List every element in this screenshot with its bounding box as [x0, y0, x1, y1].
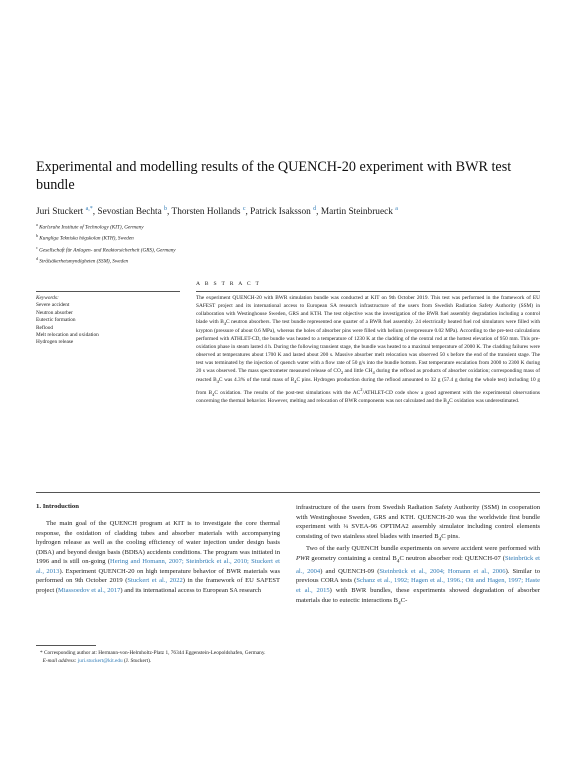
footnote-email: E-mail address: juri.stuckert@kit.edu (J. Stuckert).	[42, 658, 152, 664]
affiliation: $^c$ Gesellschaft für Anlagen- und Reaktorsicherheit (GRS), Germany	[36, 244, 176, 254]
footnote-corresponding: * Corresponding author at: Hermann-von-Helmholtz-Platz 1, 76344 Eggenstein-Leopoldshafen, Germany.	[40, 650, 266, 656]
citation-link[interactable]: Stuckert et al., 2022	[127, 577, 183, 585]
author-name: Sevostian Bechta	[97, 207, 162, 218]
author-affil-marker[interactable]: d	[313, 206, 317, 212]
citation-link[interactable]: Steinbrück et al., 2004	[296, 555, 540, 575]
body-column-right	[296, 503, 540, 608]
affiliation: $^d$ Strålsäkerhetsmyndigheten (SSM), Sweden	[36, 256, 129, 266]
abstract-text: The experiment QUENCH-20 with BWR simulation bundle was conducted at KIT on 9th October 2019. This test was performed in the framework of EU SAFEST project and its international access to European SA research infrastructure of the users from Swedish Radiation Safety Authority (SSM) in collaboration with Westinghouse Sweden, GRS and KTH. The test objective was the investigation of the BWR fuel assembly degradation including a control blade with $B_4C$ neutron absorbers. The test bundle represented one quarter of a BWR fuel assembly. 24 electrically heated fuel rod simulators were filled with krypton (pressure of about 0.6 MPa), whereas the holes of absorber pins were filled with helium (overpressure 0.02 MPa). According to the pre-test calculations performed with ATHLET-CD, the bundle was heated to a temperature of 1230 K at the cladding of the central rod at the hottest elevation of 950 mm. This pre-oxidation phase in steam lasted 4 h. During the following transient stage, the bundle was heated to a maximal temperature of 2000 K. The cladding failures were observed at temperatures about 1700 K and lasted about 200 s. Massive absorber melt relocation was observed 50 s before the end of the transient stage. The test was terminated by the injection of quench water with a flow rate of 50 g/s into the bundle bottom. Fast temperature escalation from 2000 to 2300 K during 20 s was observed. The mass spectrometer measured release of $CO_2$ and little $CH_4$ during the reflood as products of absorber oxidation; corresponding mass of reacted $B_4C$ was 4.3% of the total mass of $B_4C$ pins. Hydrogen production during the reflood amounted to 32 g (57.4 g during the whole test) including 10 g from $B_4C$ oxidation. The results of the post-test simulations with the $AC^2/ATHLET-CD$ code show a good agreement with the experimental observations concerning the thermal behavior. However, melting and relocation of BWR components was not calculated and the $B_4C$ oxidation was underestimated.	[196, 295, 541, 406]
author-name: Patrick Isaksson	[250, 207, 311, 218]
keyword: Neutron absorber	[36, 309, 73, 316]
keyword: Reflood	[36, 324, 54, 331]
author-affil-marker[interactable]: c	[242, 206, 246, 212]
affiliations	[36, 221, 436, 267]
affiliation: $^b$ Kungliga Tekniska högskolan (KTH), Sweden	[36, 233, 134, 243]
keyword: Melt relocation and oxidation	[36, 332, 99, 339]
affiliation: $^a$ Karlsruhe Institute of Technology (KIT), Germany	[36, 222, 144, 231]
citation-link[interactable]: Hering and Homann, 2007; Steinbrück et al., 2010; Stuckert et al., 2013	[36, 558, 280, 575]
paper-title: Experimental and modelling results of the QUENCH-20 experiment with BWR test bundle	[36, 159, 512, 193]
author-name: Martin Steinbrueck	[320, 207, 393, 218]
keywords-block	[36, 295, 186, 347]
author-affil-marker[interactable]: a,*	[85, 206, 93, 212]
author-name: Juri Stuckert	[36, 207, 84, 218]
author-affil-marker[interactable]: a	[395, 206, 398, 212]
paragraph: Two of the early QUENCH bundle experiments on severe accident were performed with PWR geometry containing a central $B_4C$ neutron absorber rod: QUENCH-07 (Steinbrück et al., 2004) and QUENCH-09 (Steinbrück et al., 2004; Homann et al., 2006). Similar to previous CORA tests (Schanz et al., 1992; Hagen et al., 1996.; Ott and Hagen, 1997; Haste et al., 2015) with BWR bundles, these experiments showed degradation of absorber materials due to eutectic interactions $B_4C-$	[296, 545, 541, 606]
paragraph: infrastructure of the users from Swedish Radiation Safety Authority (SSM) in cooperation with Westinghouse Sweden, GRS and KTH. QUENCH-20 was the worldwide first bundle experiment with ¼ SVEA-96 OPTIMA2 assembly simulator including control elements consisting of two stainless steel blades with inserted $B_4C$ pins.	[296, 504, 540, 542]
author-affil-marker[interactable]: b	[164, 206, 168, 212]
section-heading: 1. Introduction	[36, 503, 79, 510]
divider	[196, 291, 540, 292]
citation-link[interactable]: Steinbrück et al., 2004; Homann et al., 2006	[379, 567, 506, 575]
keyword: Severe accident	[36, 302, 70, 309]
email-link[interactable]: juri.stuckert@kit.edu	[77, 658, 123, 664]
footnote-divider	[36, 645, 96, 646]
citation-link[interactable]: Schanz et al., 1992; Hagen et al., 1996.; Ott and Hagen, 1997; Haste et al., 2015	[296, 577, 541, 594]
keyword: Hydrogen release	[36, 339, 74, 346]
citation-link[interactable]: Miassoedov et al., 2017	[58, 586, 121, 594]
keyword: Eutectic formation	[36, 317, 76, 324]
author-list: Juri Stuckert $^{a,*}$, Sevostian Bechta $^b$, Thorsten Hollands $^c$, Patrick Isaksson $^d$, Martin Steinbrueck $^a$	[36, 206, 398, 218]
abstract-heading: A B S T R A C T	[196, 281, 261, 287]
author-name: Thorsten Hollands	[171, 207, 241, 218]
body-column-left	[36, 519, 280, 595]
divider	[36, 291, 180, 292]
footnote	[40, 649, 540, 665]
keywords-title: Keywords:	[36, 295, 59, 301]
paragraph: The main goal of the QUENCH program at KIT is to investigate the core thermal response, the oxidation of cladding tubes and absorber materials with accompanying hydrogen release as well as the cooling efficiency of water injection under design basis (DBA) and beyond design basis (BDBA) accidents conditions. The program was initiated in 1996 and is still on-going (Hering and Homann, 2007; Steinbrück et al., 2010; Stuckert et al., 2013). Experiment QUENCH-20 on high temperature behavior of BWR materials was performed on 9th October 2019 (Stuckert et al., 2022) in the framework of EU SAFEST project (Miassoedov et al., 2017) and its international access to European SA research	[36, 520, 281, 594]
divider	[36, 492, 540, 493]
